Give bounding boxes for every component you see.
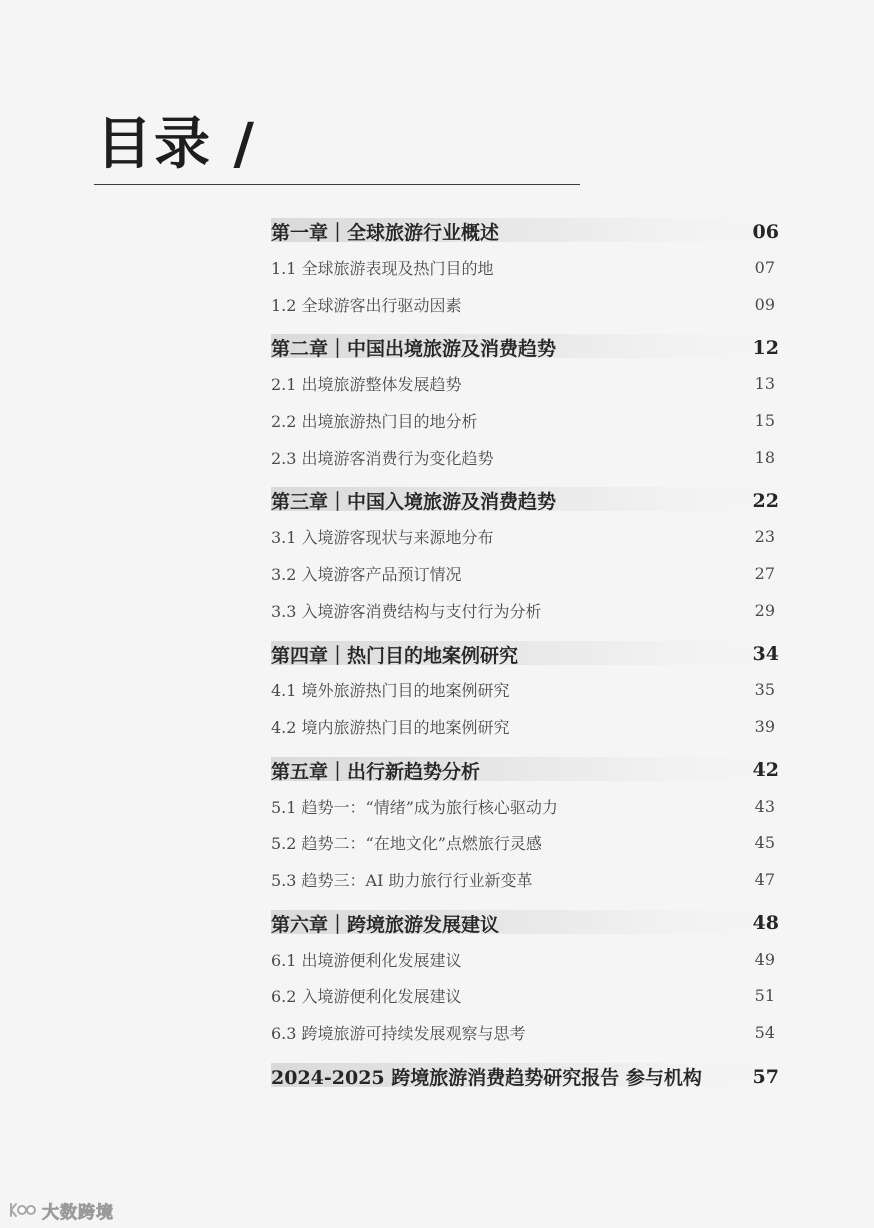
section-page-number: 18 [754,447,775,467]
section-entry[interactable] [271,708,779,745]
chapter-1 [271,218,779,322]
section-title: 4.2 境内旅游热门目的地案例研究 [271,718,510,738]
section-title: 2.3 出境游客消费行为变化趋势 [271,448,494,468]
chapter-title: 第二章｜中国出境旅游及消费趋势 [271,338,557,361]
watermark [8,1198,114,1222]
section-title: 1.2 全球游客出行驱动因素 [271,295,462,315]
chapter-3 [271,487,779,628]
brand-logo-icon [8,1200,38,1220]
chapter-6 [271,910,779,1051]
section-title: 3.1 入境游客现状与来源地分布 [271,528,494,548]
chapter-page-number: 42 [752,759,779,782]
section-title: 5.3 趋势三：AI 助力旅行行业新变革 [271,871,533,891]
chapter-title: 第六章｜跨境旅游发展建议 [271,913,500,936]
section-page-number: 45 [754,833,775,853]
section-entry[interactable] [271,788,779,825]
chapter-title: 第一章｜全球旅游行业概述 [271,222,500,244]
section-entry[interactable] [271,555,779,592]
section-page-number: 49 [754,949,775,969]
chapter-6-heading[interactable] [271,910,779,937]
title-underline [94,184,580,185]
chapter-title: 第五章｜出行新趋势分析 [271,760,481,783]
section-entry[interactable] [271,592,779,629]
section-entry[interactable] [271,439,779,476]
section-page-number: 27 [754,563,775,583]
section-title: 2.2 出境旅游热门目的地分析 [271,411,478,431]
section-title: 2.1 出境旅游整体发展趋势 [271,375,462,395]
section-entry[interactable] [271,1014,779,1051]
section-page-number: 15 [754,410,775,430]
chapter-page-number: 48 [752,912,779,935]
section-title: 6.2 入境游便利化发展建议 [271,987,462,1007]
chapter-page-number: 12 [752,336,779,359]
section-entry[interactable] [271,978,779,1015]
section-entry[interactable] [271,402,779,439]
table-of-contents [271,218,779,1090]
appendix-title: 2024-2025 跨境旅游消费趋势研究报告 参与机构 [271,1067,702,1089]
section-title: 6.1 出境游便利化发展建议 [271,950,462,970]
section-entry[interactable] [271,518,779,555]
section-page-number: 43 [754,796,775,816]
chapter-3-heading[interactable] [271,487,779,514]
section-entry[interactable] [271,825,779,862]
section-page-number: 13 [754,374,775,394]
section-entry[interactable] [271,672,779,709]
section-page-number: 23 [754,527,775,547]
chapter-title: 第三章｜中国入境旅游及消费趋势 [271,491,557,514]
section-title: 1.1 全球旅游表现及热门目的地 [271,258,494,278]
section-page-number: 54 [754,1023,775,1043]
section-page-number: 51 [754,986,775,1006]
section-page-number: 35 [754,680,775,700]
section-title: 3.2 入境游客产品预订情况 [271,564,462,584]
section-title: 5.2 趋势二：“在地文化”点燃旅行灵感 [271,834,542,854]
chapter-page-number: 06 [752,220,779,243]
section-entry[interactable] [271,365,779,402]
section-title: 3.3 入境游客消费结构与支付行为分析 [271,601,542,621]
section-page-number: 47 [754,870,775,890]
chapter-4-heading[interactable] [271,641,779,668]
section-title: 5.1 趋势一：“情绪”成为旅行核心驱动力 [271,797,558,817]
section-page-number: 39 [754,717,775,737]
chapter-page-number: 34 [752,643,779,665]
chapter-page-number: 22 [752,489,779,512]
chapter-4 [271,641,779,745]
chapter-2 [271,334,779,475]
section-title: 4.1 境外旅游热门目的地案例研究 [271,681,510,701]
section-page-number: 29 [754,600,775,620]
section-entry[interactable] [271,941,779,978]
chapter-1-heading[interactable] [271,218,779,245]
section-title: 6.3 跨境旅游可持续发展观察与思考 [271,1024,526,1044]
section-entry[interactable] [271,861,779,898]
section-entry[interactable] [271,249,779,286]
page-title: 目录 / [96,111,256,177]
appendix-heading[interactable] [271,1063,779,1090]
section-page-number: 07 [754,257,775,277]
chapter-title: 第四章｜热门目的地案例研究 [271,644,519,667]
section-entry[interactable] [271,286,779,323]
watermark-text: 大数跨境 [42,1202,114,1223]
appendix-page-number: 57 [752,1065,779,1088]
chapter-5 [271,757,779,898]
chapter-2-heading[interactable] [271,334,779,361]
chapter-5-heading[interactable] [271,757,779,784]
section-page-number: 09 [754,294,775,314]
